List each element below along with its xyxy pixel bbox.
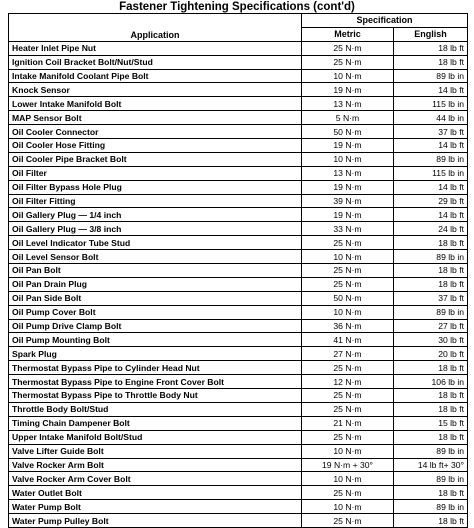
metric-cell: 19 N·m bbox=[302, 139, 394, 153]
table-row bbox=[9, 152, 468, 166]
table-row bbox=[9, 458, 468, 472]
application-cell: Upper Intake Manifold Bolt/Stud bbox=[9, 430, 302, 444]
metric-cell: 36 N·m bbox=[302, 319, 394, 333]
application-cell: Oil Pump Drive Clamp Bolt bbox=[9, 319, 302, 333]
metric-cell: 5 N·m bbox=[302, 111, 394, 125]
metric-cell: 25 N·m bbox=[302, 41, 394, 55]
metric-cell: 33 N·m bbox=[302, 222, 394, 236]
english-cell: 37 lb ft bbox=[394, 291, 468, 305]
metric-cell: 10 N·m bbox=[302, 250, 394, 264]
english-cell: 89 lb in bbox=[394, 305, 468, 319]
table-row bbox=[9, 111, 468, 125]
application-cell: Oil Gallery Plug — 3/8 inch bbox=[9, 222, 302, 236]
table-row bbox=[9, 514, 468, 528]
application-cell: Oil Cooler Connector bbox=[9, 125, 302, 139]
metric-cell: 25 N·m bbox=[302, 264, 394, 278]
table-row bbox=[9, 347, 468, 361]
application-cell: Thermostat Bypass Pipe to Cylinder Head Nut bbox=[9, 361, 302, 375]
application-header: Application bbox=[9, 14, 302, 42]
metric-cell: 19 N·m bbox=[302, 83, 394, 97]
application-cell: MAP Sensor Bolt bbox=[9, 111, 302, 125]
metric-cell: 13 N·m bbox=[302, 97, 394, 111]
table-row bbox=[9, 83, 468, 97]
table-row bbox=[9, 139, 468, 153]
table-row bbox=[9, 125, 468, 139]
english-cell: 115 lb in bbox=[394, 166, 468, 180]
metric-cell: 25 N·m bbox=[302, 55, 394, 69]
metric-cell: 25 N·m bbox=[302, 514, 394, 528]
metric-cell: 13 N·m bbox=[302, 166, 394, 180]
english-cell: 89 lb in bbox=[394, 444, 468, 458]
english-cell: 89 lb in bbox=[394, 472, 468, 486]
metric-cell: 41 N·m bbox=[302, 333, 394, 347]
application-cell: Ignition Coil Bracket Bolt/Nut/Stud bbox=[9, 55, 302, 69]
metric-cell: 50 N·m bbox=[302, 291, 394, 305]
english-cell: 18 lb ft bbox=[394, 41, 468, 55]
metric-cell: 25 N·m bbox=[302, 486, 394, 500]
english-cell: 89 lb in bbox=[394, 250, 468, 264]
table-row bbox=[9, 500, 468, 514]
english-cell: 18 lb ft bbox=[394, 486, 468, 500]
english-cell: 44 lb in bbox=[394, 111, 468, 125]
metric-cell: 21 N·m bbox=[302, 416, 394, 430]
table-row bbox=[9, 222, 468, 236]
application-cell: Oil Filter Fitting bbox=[9, 194, 302, 208]
application-cell: Oil Gallery Plug — 1/4 inch bbox=[9, 208, 302, 222]
application-cell: Oil Pan Drain Plug bbox=[9, 277, 302, 291]
metric-header: Metric bbox=[302, 27, 394, 41]
application-cell: Spark Plug bbox=[9, 347, 302, 361]
application-cell: Oil Pan Bolt bbox=[9, 264, 302, 278]
table-row bbox=[9, 69, 468, 83]
english-cell: 89 lb in bbox=[394, 69, 468, 83]
application-cell: Thermostat Bypass Pipe to Engine Front Cover Bolt bbox=[9, 375, 302, 389]
metric-cell: 10 N·m bbox=[302, 444, 394, 458]
metric-cell: 19 N·m + 30° bbox=[302, 458, 394, 472]
english-cell: 29 lb ft bbox=[394, 194, 468, 208]
application-cell: Knock Sensor bbox=[9, 83, 302, 97]
page-title: Fastener Tightening Specifications (cont'd) bbox=[119, 1, 355, 13]
metric-cell: 50 N·m bbox=[302, 125, 394, 139]
english-cell: 18 lb ft bbox=[394, 389, 468, 403]
table-row bbox=[9, 250, 468, 264]
table-row bbox=[9, 166, 468, 180]
metric-cell: 39 N·m bbox=[302, 194, 394, 208]
english-cell: 20 lb ft bbox=[394, 347, 468, 361]
table-row bbox=[9, 208, 468, 222]
english-cell: 18 lb ft bbox=[394, 236, 468, 250]
metric-cell: 25 N·m bbox=[302, 402, 394, 416]
table-row bbox=[9, 486, 468, 500]
english-cell: 30 lb ft bbox=[394, 333, 468, 347]
table-body bbox=[9, 41, 468, 527]
table-row bbox=[9, 319, 468, 333]
metric-cell: 10 N·m bbox=[302, 69, 394, 83]
application-cell: Valve Rocker Arm Cover Bolt bbox=[9, 472, 302, 486]
metric-cell: 27 N·m bbox=[302, 347, 394, 361]
english-cell: 89 lb in bbox=[394, 500, 468, 514]
application-cell: Oil Cooler Hose Fitting bbox=[9, 139, 302, 153]
english-cell: 18 lb ft bbox=[394, 264, 468, 278]
metric-cell: 25 N·m bbox=[302, 361, 394, 375]
application-cell: Oil Filter Bypass Hole Plug bbox=[9, 180, 302, 194]
application-cell: Oil Pump Mounting Bolt bbox=[9, 333, 302, 347]
english-cell: 24 lb ft bbox=[394, 222, 468, 236]
english-cell: 18 lb ft bbox=[394, 402, 468, 416]
english-cell: 18 lb ft bbox=[394, 277, 468, 291]
table-row bbox=[9, 402, 468, 416]
application-cell: Oil Cooler Pipe Bracket Bolt bbox=[9, 152, 302, 166]
table-row bbox=[9, 430, 468, 444]
english-cell: 115 lb in bbox=[394, 97, 468, 111]
metric-cell: 10 N·m bbox=[302, 472, 394, 486]
application-cell: Oil Level Sensor Bolt bbox=[9, 250, 302, 264]
english-cell: 15 lb ft bbox=[394, 416, 468, 430]
english-cell: 14 lb ft bbox=[394, 83, 468, 97]
english-cell: 14 lb ft bbox=[394, 208, 468, 222]
table-row bbox=[9, 194, 468, 208]
english-cell: 106 lb in bbox=[394, 375, 468, 389]
metric-cell: 25 N·m bbox=[302, 389, 394, 403]
metric-cell: 25 N·m bbox=[302, 277, 394, 291]
metric-cell: 10 N·m bbox=[302, 500, 394, 514]
metric-cell: 10 N·m bbox=[302, 305, 394, 319]
specification-header: Specification bbox=[302, 14, 468, 28]
table-row bbox=[9, 41, 468, 55]
application-cell: Oil Pan Side Bolt bbox=[9, 291, 302, 305]
table-row bbox=[9, 361, 468, 375]
english-cell: 14 lb ft bbox=[394, 180, 468, 194]
application-cell: Lower Intake Manifold Bolt bbox=[9, 97, 302, 111]
metric-cell: 25 N·m bbox=[302, 236, 394, 250]
application-cell: Timing Chain Dampener Bolt bbox=[9, 416, 302, 430]
application-cell: Water Pump Bolt bbox=[9, 500, 302, 514]
table-row bbox=[9, 180, 468, 194]
table-row bbox=[9, 236, 468, 250]
table-row bbox=[9, 389, 468, 403]
english-cell: 27 lb ft bbox=[394, 319, 468, 333]
english-cell: 37 lb ft bbox=[394, 125, 468, 139]
table-row bbox=[9, 55, 468, 69]
english-cell: 18 lb ft bbox=[394, 514, 468, 528]
metric-cell: 12 N·m bbox=[302, 375, 394, 389]
metric-cell: 19 N·m bbox=[302, 208, 394, 222]
metric-cell: 10 N·m bbox=[302, 152, 394, 166]
application-cell: Oil Level Indicator Tube Stud bbox=[9, 236, 302, 250]
table-row bbox=[9, 97, 468, 111]
application-cell: Water Pump Pulley Bolt bbox=[9, 514, 302, 528]
table-row bbox=[9, 264, 468, 278]
metric-cell: 19 N·m bbox=[302, 180, 394, 194]
application-cell: Valve Lifter Guide Bolt bbox=[9, 444, 302, 458]
english-header: English bbox=[394, 27, 468, 41]
table-row bbox=[9, 472, 468, 486]
metric-cell: 25 N·m bbox=[302, 430, 394, 444]
english-cell: 14 lb ft bbox=[394, 139, 468, 153]
application-cell: Throttle Body Bolt/Stud bbox=[9, 402, 302, 416]
english-cell: 18 lb ft bbox=[394, 430, 468, 444]
application-cell: Oil Filter bbox=[9, 166, 302, 180]
english-cell: 14 lb ft+ 30° bbox=[394, 458, 468, 472]
application-cell: Valve Rocker Arm Bolt bbox=[9, 458, 302, 472]
application-cell: Thermostat Bypass Pipe to Throttle Body Nut bbox=[9, 389, 302, 403]
table-row bbox=[9, 444, 468, 458]
table-row bbox=[9, 375, 468, 389]
application-cell: Water Outlet Bolt bbox=[9, 486, 302, 500]
application-cell: Oil Pump Cover Bolt bbox=[9, 305, 302, 319]
table-row bbox=[9, 416, 468, 430]
table-row bbox=[9, 305, 468, 319]
english-cell: 18 lb ft bbox=[394, 361, 468, 375]
table-row bbox=[9, 277, 468, 291]
table-row bbox=[9, 291, 468, 305]
english-cell: 18 lb ft bbox=[394, 55, 468, 69]
table-row bbox=[9, 333, 468, 347]
english-cell: 89 lb in bbox=[394, 152, 468, 166]
application-cell: Intake Manifold Coolant Pipe Bolt bbox=[9, 69, 302, 83]
application-cell: Heater Inlet Pipe Nut bbox=[9, 41, 302, 55]
table-header-row bbox=[9, 14, 468, 28]
spec-table bbox=[8, 13, 468, 528]
